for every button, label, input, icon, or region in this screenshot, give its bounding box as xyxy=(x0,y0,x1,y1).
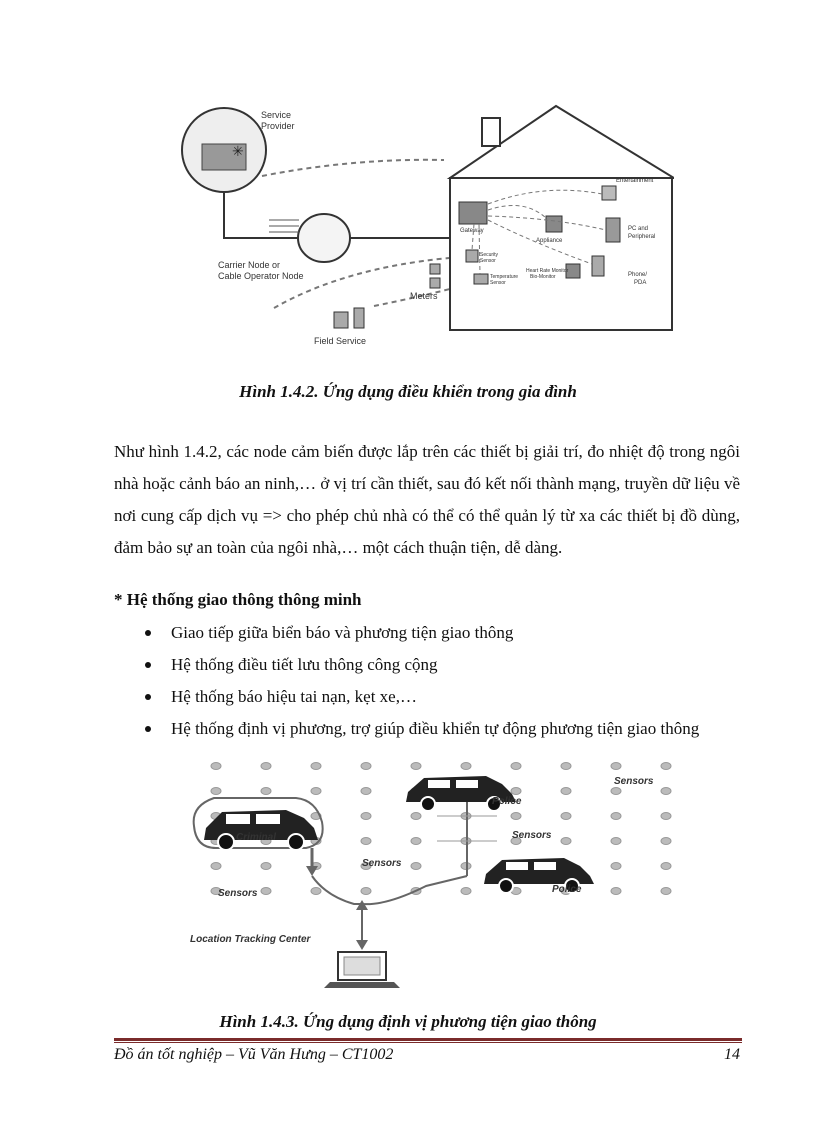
police-label: Police xyxy=(492,796,522,807)
sensor-node-icon xyxy=(311,788,321,795)
sensor-node-icon xyxy=(561,763,571,770)
bullet-list xyxy=(140,617,699,745)
sensor-node-icon xyxy=(511,763,521,770)
list-item-text: Hệ thống điều tiết lưu thông công cộng xyxy=(171,655,438,674)
sensors-label: Sensors xyxy=(218,888,258,899)
bullet-icon xyxy=(145,694,151,700)
wheel-icon xyxy=(218,834,234,850)
pc-label-1: PC and xyxy=(628,226,649,232)
sensor-node-icon xyxy=(211,863,221,870)
service-provider-label-2: Provider xyxy=(261,121,295,131)
temperature-label-1: Temperature xyxy=(490,274,519,280)
phone-label-1: Phone/ xyxy=(628,272,648,278)
temperature-label-2: Sensor xyxy=(490,280,506,286)
bullet-icon xyxy=(145,662,151,668)
sensor-node-icon xyxy=(611,813,621,820)
list-item xyxy=(140,617,699,649)
sensor-node-icon xyxy=(561,788,571,795)
car-window xyxy=(428,780,450,788)
entertainment-device xyxy=(602,186,616,200)
wire-line xyxy=(224,192,302,238)
car-window xyxy=(226,814,250,824)
car-window xyxy=(506,862,528,870)
pc-device xyxy=(606,218,620,242)
meters-label: Meters xyxy=(410,291,438,301)
sensor-node-icon xyxy=(661,788,671,795)
figure-caption: Hình 1.4.3. Ứng dụng định vị phương tiện giao thông xyxy=(219,1012,597,1031)
criminal-label: Criminal xyxy=(236,832,277,843)
sensors-label: Sensors xyxy=(362,858,402,869)
heart-label-2: Bio-Monitor xyxy=(530,274,556,280)
appliance-label: Appliance xyxy=(536,238,563,244)
arrow-head-icon xyxy=(356,940,368,950)
sensor-node-icon xyxy=(261,788,271,795)
sensors-label: Sensors xyxy=(512,830,552,841)
sensor-node-icon xyxy=(361,838,371,845)
page-number: 14 xyxy=(724,1046,740,1063)
tracking-center-label: Location Tracking Center xyxy=(190,934,311,945)
sensor-node-icon xyxy=(411,863,421,870)
service-provider-label-1: Service xyxy=(261,110,292,120)
gateway-device xyxy=(459,202,487,224)
wheel-icon xyxy=(288,834,304,850)
sensor-node-icon xyxy=(261,888,271,895)
appliance-device xyxy=(546,216,562,232)
list-item xyxy=(140,713,699,745)
sensor-node-icon xyxy=(211,788,221,795)
sensor-node-icon xyxy=(361,763,371,770)
phone-device xyxy=(592,256,604,276)
sensor-node-icon xyxy=(511,788,521,795)
police-label: Police xyxy=(552,884,582,895)
meter-device xyxy=(430,264,440,274)
car-window xyxy=(256,814,280,824)
meter-device xyxy=(430,278,440,288)
sensor-node-icon xyxy=(661,888,671,895)
car-body xyxy=(484,858,594,884)
sensor-node-icon xyxy=(561,838,571,845)
security-sensor-device xyxy=(466,250,478,262)
sensor-node-icon xyxy=(261,863,271,870)
carrier-node-ellipse xyxy=(298,214,350,262)
sensor-node-icon xyxy=(661,763,671,770)
sensor-node-icon xyxy=(461,888,471,895)
sensor-node-icon xyxy=(411,763,421,770)
sensor-node-icon xyxy=(611,763,621,770)
car-window xyxy=(534,862,556,870)
security-label-1: Security xyxy=(480,252,499,258)
pc-label-2: Peripheral xyxy=(628,234,656,240)
laptop-screen xyxy=(344,957,380,975)
entertainment-label: Entertainment xyxy=(616,178,654,184)
criminal-car xyxy=(204,810,318,850)
wireless-link xyxy=(262,160,444,176)
bullet-icon xyxy=(145,630,151,636)
chimney xyxy=(482,118,500,146)
sensor-node-icon xyxy=(411,813,421,820)
sensor-node-icon xyxy=(211,763,221,770)
signal-burst-icon: ✳ xyxy=(232,145,244,160)
sensor-node-icon xyxy=(461,763,471,770)
sensors-label: Sensors xyxy=(614,776,654,787)
footer-text: Đồ án tốt nghiệp – Vũ Văn Hưng – CT1002 xyxy=(114,1046,394,1063)
smart-home-diagram xyxy=(174,98,674,348)
heart-label-1: Heart Rate Monitor xyxy=(526,268,569,274)
sensor-node-icon xyxy=(611,863,621,870)
sensor-node-icon xyxy=(661,838,671,845)
sensor-node-icon xyxy=(661,813,671,820)
tracking-path xyxy=(312,876,467,904)
sensor-node-icon xyxy=(261,763,271,770)
footer-rule xyxy=(114,1038,742,1041)
bullet-icon xyxy=(145,726,151,732)
sensor-node-icon xyxy=(611,888,621,895)
traffic-tracking-diagram xyxy=(186,756,674,988)
carrier-label-1: Carrier Node or xyxy=(218,260,281,270)
sensor-node-icon xyxy=(611,788,621,795)
section-heading: * Hệ thống giao thông thông minh xyxy=(114,590,362,609)
footer-rule xyxy=(114,1042,742,1043)
figure-caption: Hình 1.4.2. Ứng dụng điều khiển trong gia đình xyxy=(239,382,577,401)
field-service-device xyxy=(334,312,348,328)
sensor-node-icon xyxy=(411,838,421,845)
list-item-text: Hệ thống định vị phương, trợ giúp điều khiển tự động phương tiện giao thông xyxy=(171,719,700,738)
list-item xyxy=(140,649,699,681)
list-item-text: Giao tiếp giữa biển báo và phương tiện giao thông xyxy=(171,623,514,642)
sensor-node-icon xyxy=(661,863,671,870)
sensor-node-icon xyxy=(311,763,321,770)
list-item xyxy=(140,681,699,713)
carrier-label-2: Cable Operator Node xyxy=(218,271,304,281)
sensor-node-icon xyxy=(511,813,521,820)
sensor-node-icon xyxy=(311,888,321,895)
field-service-device xyxy=(354,308,364,328)
phone-label-2: PDA xyxy=(634,280,647,286)
laptop-base xyxy=(324,982,400,988)
list-item-text: Hệ thống báo hiệu tai nạn, kẹt xe,… xyxy=(171,687,417,706)
field-service-label: Field Service xyxy=(314,336,367,346)
sensor-node-icon xyxy=(611,838,621,845)
arrow-head-icon xyxy=(306,866,318,876)
sensor-node-icon xyxy=(361,888,371,895)
temperature-sensor-device xyxy=(474,274,488,284)
sensor-node-icon xyxy=(361,788,371,795)
sensor-node-icon xyxy=(561,813,571,820)
wheel-icon xyxy=(499,879,513,893)
wheel-icon xyxy=(421,797,435,811)
sensor-node-icon xyxy=(361,813,371,820)
car-window xyxy=(456,780,478,788)
security-label-2: Sensor xyxy=(480,258,496,264)
body-paragraph: Như hình 1.4.2, các node cảm biến được lắp trên các thiết bị giải trí, đo nhiệt độ trong ngôi nhà hoặc cảnh báo an ninh,… ở vị trí cần thiết, sau đó kết nối thành mạng, truyền dữ liệu về nơi cung cấp dịch vụ => cho phép chủ nhà có thể có thể quản lý từ xa các thiết bị đồ dùng, đảm bảo sự an toàn của ngôi nhà,… một cách thuận tiện, dễ dàng. xyxy=(114,442,740,557)
gateway-label: Gateway xyxy=(460,228,484,234)
